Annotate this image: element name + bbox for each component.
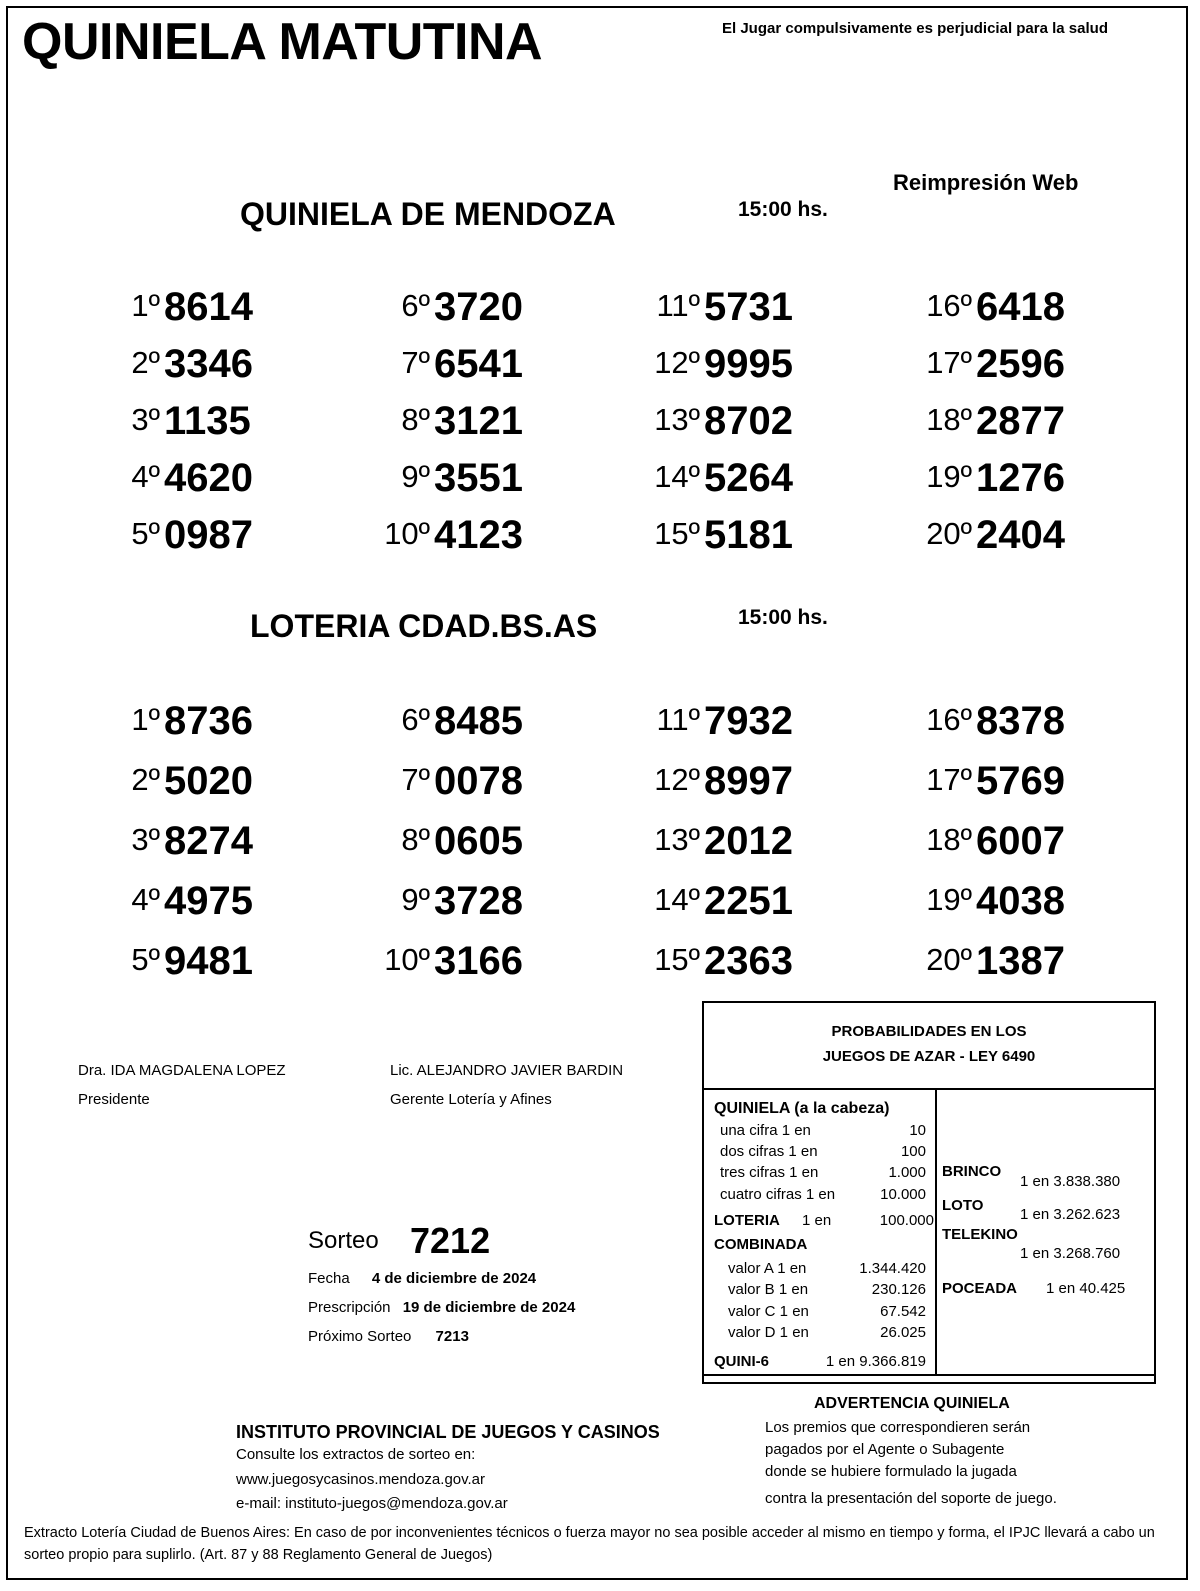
result-number: 8736 (164, 699, 253, 743)
result-cell (340, 746, 590, 804)
result-number: 8702 (704, 399, 793, 443)
poceada-prob-value: 1 en 40.425 (1046, 1280, 1126, 1297)
result-cell (610, 746, 860, 804)
signature-role: Gerente Lotería y Afines (390, 1091, 552, 1108)
result-cell (610, 866, 860, 924)
loto-prob-label: LOTO (942, 1197, 984, 1214)
result-position: 15º (654, 516, 700, 551)
result-number: 2596 (976, 342, 1065, 386)
prob-value: 1.344.420 (859, 1260, 926, 1277)
result-cell (340, 926, 590, 984)
result-number: 4620 (164, 456, 253, 500)
prob-label: valor D 1 en (728, 1324, 809, 1341)
result-cell (340, 866, 590, 924)
result-position: 16º (926, 288, 972, 323)
result-position: 1º (131, 702, 160, 737)
result-position: 2º (131, 762, 160, 797)
result-position: 3º (131, 402, 160, 437)
signature-2 (390, 1056, 623, 1114)
result-position: 10º (384, 516, 430, 551)
result-number: 5020 (164, 759, 253, 803)
result-number: 8997 (704, 759, 793, 803)
result-cell (882, 500, 1132, 558)
result-number: 3346 (164, 342, 253, 386)
loto-prob-value: 1 en 3.262.623 (1020, 1206, 1121, 1223)
result-position: 12º (654, 345, 700, 380)
result-number: 0987 (164, 513, 253, 557)
prob-label: una cifra 1 en (720, 1122, 811, 1139)
result-position: 12º (654, 762, 700, 797)
result-number: 5264 (704, 456, 793, 500)
result-cell (882, 926, 1132, 984)
result-number: 6541 (434, 342, 523, 386)
result-position: 7º (401, 762, 430, 797)
result-cell (70, 866, 320, 924)
prob-value: 230.126 (871, 1281, 926, 1298)
result-cell (340, 329, 590, 387)
fecha-row (308, 1270, 536, 1287)
quiniela-prob-title: QUINIELA (a la cabeza) (714, 1100, 890, 1117)
result-number: 3166 (434, 939, 523, 983)
prob-value: 26.025 (880, 1324, 926, 1341)
result-cell (340, 386, 590, 444)
result-position: 2º (131, 345, 160, 380)
result-position: 11º (656, 702, 700, 737)
result-position: 4º (131, 459, 160, 494)
result-position: 4º (131, 882, 160, 917)
mendoza-title: QUINIELA DE MENDOZA (240, 196, 616, 232)
result-cell (70, 329, 320, 387)
result-cell (882, 329, 1132, 387)
institute-line: Consulte los extractos de sorteo en: (236, 1446, 476, 1463)
sorteo-number: 7212 (410, 1220, 491, 1261)
result-cell (882, 386, 1132, 444)
prob-label: valor C 1 en (728, 1303, 809, 1320)
quini6-prob-value: 1 en 9.366.819 (825, 1353, 926, 1370)
footer-note: Extracto Lotería Ciudad de Buenos Aires: En caso de por inconvenientes técnicos o fuerza mayor no sea posible acceder al mismo en tiempo y forma, el IPJC llevará a cabo un sorteo propio para suplirlo. (Art. 87 y 88 Reglamento General de Juegos) (24, 1525, 1155, 1563)
result-number: 4975 (164, 879, 253, 923)
brinco-prob-value: 1 en 3.838.380 (1020, 1173, 1121, 1190)
result-position: 1º (131, 288, 160, 323)
fecha-value: 4 de diciembre de 2024 (371, 1270, 537, 1287)
result-cell (610, 500, 860, 558)
result-number: 7932 (704, 699, 793, 743)
result-position: 19º (926, 882, 972, 917)
result-position: 8º (401, 822, 430, 857)
result-position: 6º (401, 288, 430, 323)
result-number: 5769 (976, 759, 1065, 803)
result-cell (340, 500, 590, 558)
result-cell (610, 272, 860, 330)
probabilities-box (702, 1001, 1156, 1384)
result-cell (340, 806, 590, 864)
result-position: 8º (401, 402, 430, 437)
combinada-prob-title: COMBINADA (714, 1236, 808, 1253)
signature-role: Presidente (78, 1091, 150, 1108)
result-number: 2363 (704, 939, 793, 983)
result-position: 15º (654, 942, 700, 977)
advertencia-line: pagados por el Agente o Subagente (765, 1441, 1005, 1458)
result-number: 3728 (434, 879, 523, 923)
result-cell (882, 866, 1132, 924)
result-cell (882, 443, 1132, 501)
result-position: 20º (926, 942, 972, 977)
quini6-prob-label: QUINI-6 (714, 1353, 770, 1370)
result-number: 2012 (704, 819, 793, 863)
result-cell (70, 386, 320, 444)
result-position: 11º (656, 288, 700, 323)
prob-value: 10.000 (880, 1186, 926, 1203)
result-number: 2877 (976, 399, 1065, 443)
result-position: 16º (926, 702, 972, 737)
advertencia-title: ADVERTENCIA QUINIELA (814, 1395, 1010, 1412)
result-position: 9º (401, 459, 430, 494)
result-position: 20º (926, 516, 972, 551)
result-position: 17º (926, 345, 972, 380)
institute-website: www.juegosycasinos.mendoza.gov.ar (236, 1471, 486, 1488)
result-number: 6007 (976, 819, 1065, 863)
signature-name: Dra. IDA MAGDALENA LOPEZ (78, 1062, 286, 1079)
result-position: 14º (654, 459, 700, 494)
result-number: 5731 (704, 285, 793, 329)
loteria-time: 15:00 hs. (738, 606, 828, 629)
proximo-row (308, 1328, 469, 1345)
result-cell (610, 329, 860, 387)
result-number: 9481 (164, 939, 253, 983)
column-divider (935, 1090, 937, 1374)
result-cell (610, 686, 860, 744)
result-number: 1135 (164, 399, 251, 443)
result-position: 17º (926, 762, 972, 797)
result-position: 19º (926, 459, 972, 494)
probabilities-title (704, 1019, 1154, 1069)
result-number: 1276 (976, 456, 1065, 500)
loteria-prob-value: 100.000 (879, 1212, 934, 1229)
result-position: 3º (131, 822, 160, 857)
reprint-label: Reimpresión Web (893, 170, 1079, 195)
result-position: 14º (654, 882, 700, 917)
page-title: QUINIELA MATUTINA (22, 13, 543, 71)
advertencia-line: Los premios que correspondieren serán (765, 1419, 1031, 1436)
poceada-prob-label: POCEADA (942, 1280, 1018, 1297)
probabilities-title-line2: JUEGOS DE AZAR - LEY 6490 (822, 1048, 1036, 1065)
result-position: 9º (401, 882, 430, 917)
advertencia-line: contra la presentación del soporte de juego. (765, 1490, 1057, 1507)
loteria-prob-label: LOTERIA (714, 1212, 780, 1229)
result-cell (70, 746, 320, 804)
result-cell (882, 806, 1132, 864)
telekino-prob-value: 1 en 3.268.760 (1020, 1245, 1121, 1262)
result-position: 6º (401, 702, 430, 737)
result-cell (70, 443, 320, 501)
sorteo-label: Sorteo (308, 1227, 379, 1254)
prescripcion-value: 19 de diciembre de 2024 (402, 1299, 576, 1316)
result-number: 4038 (976, 879, 1065, 923)
result-cell (70, 686, 320, 744)
result-position: 10º (384, 942, 430, 977)
proximo-label: Próximo Sorteo (308, 1328, 412, 1345)
probabilities-table (702, 1088, 1156, 1376)
result-position: 13º (654, 822, 700, 857)
result-cell (610, 443, 860, 501)
result-number: 3720 (434, 285, 523, 329)
result-position: 13º (654, 402, 700, 437)
result-number: 2404 (976, 513, 1065, 557)
health-warning: El Jugar compulsivamente es perjudicial para la salud (722, 20, 1108, 37)
result-number: 4123 (434, 513, 523, 557)
result-number: 3551 (434, 456, 523, 500)
prob-label: valor A 1 en (728, 1260, 807, 1277)
prob-label: dos cifras 1 en (720, 1143, 818, 1160)
institute-email: e-mail: instituto-juegos@mendoza.gov.ar (236, 1495, 508, 1512)
result-cell (882, 746, 1132, 804)
telekino-prob-label: TELEKINO (942, 1226, 1018, 1243)
prob-label: valor B 1 en (728, 1281, 809, 1298)
result-number: 8378 (976, 699, 1065, 743)
fecha-label: Fecha (308, 1270, 350, 1287)
result-cell (610, 806, 860, 864)
mendoza-time: 15:00 hs. (738, 198, 828, 221)
result-cell (882, 686, 1132, 744)
probabilities-title-line1: PROBABILIDADES EN LOS (831, 1023, 1027, 1040)
result-number: 8274 (164, 819, 253, 863)
brinco-prob-label: BRINCO (942, 1163, 1002, 1180)
proximo-value: 7213 (435, 1328, 469, 1345)
result-position: 18º (926, 402, 972, 437)
result-cell (610, 926, 860, 984)
result-number: 0078 (434, 759, 523, 803)
prob-value: 100 (900, 1143, 926, 1160)
result-cell (70, 806, 320, 864)
result-cell (70, 926, 320, 984)
prob-value: 67.542 (880, 1303, 926, 1320)
prob-value: 1.000 (888, 1164, 926, 1181)
result-cell (70, 272, 320, 330)
prob-value: 10 (909, 1122, 926, 1139)
result-cell (70, 500, 320, 558)
result-number: 8614 (164, 285, 253, 329)
result-number: 3121 (434, 399, 523, 443)
prob-label: cuatro cifras 1 en (720, 1186, 836, 1203)
result-number: 5181 (704, 513, 793, 557)
result-position: 18º (926, 822, 972, 857)
result-position: 5º (131, 942, 160, 977)
advertencia-line: donde se hubiere formulado la jugada (765, 1463, 1017, 1480)
result-cell (882, 272, 1132, 330)
prescripcion-row (308, 1299, 575, 1316)
result-cell (340, 686, 590, 744)
result-number: 9995 (704, 342, 793, 386)
result-number: 8485 (434, 699, 523, 743)
loteria-title: LOTERIA CDAD.BS.AS (250, 608, 598, 644)
result-number: 1387 (976, 939, 1065, 983)
result-position: 7º (401, 345, 430, 380)
result-number: 0605 (434, 819, 523, 863)
result-cell (610, 386, 860, 444)
result-position: 5º (131, 516, 160, 551)
loteria-prob-mid: 1 en (802, 1212, 832, 1229)
institute-title: INSTITUTO PROVINCIAL DE JUEGOS Y CASINOS (236, 1422, 660, 1442)
signature-1 (78, 1056, 286, 1114)
result-number: 2251 (704, 879, 793, 923)
result-cell (340, 443, 590, 501)
prescripcion-label: Prescripción (308, 1299, 391, 1316)
result-number: 6418 (976, 285, 1065, 329)
result-cell (340, 272, 590, 330)
prob-label: tres cifras 1 en (720, 1164, 819, 1181)
signature-name: Lic. ALEJANDRO JAVIER BARDIN (390, 1062, 624, 1079)
